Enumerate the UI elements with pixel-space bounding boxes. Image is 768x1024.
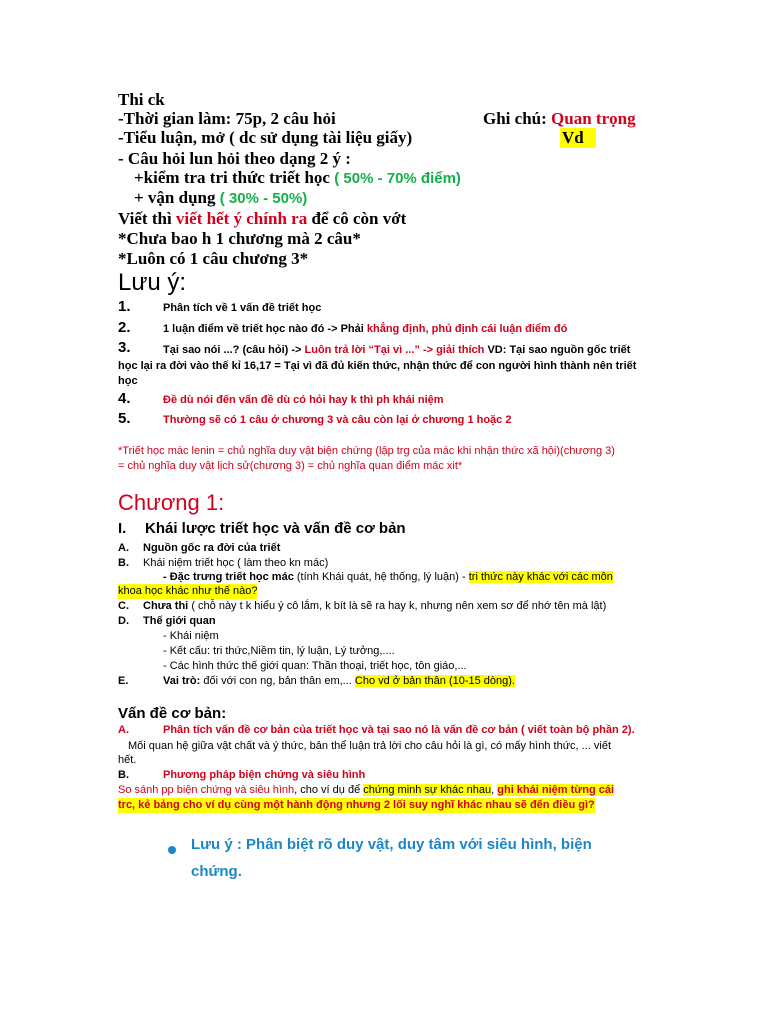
line-thi-ck: Thi ck: [118, 90, 165, 109]
chapter-1-heading: Chương 1:: [118, 490, 225, 515]
va-para2: hết.: [118, 754, 137, 766]
line-write-all: [118, 209, 406, 229]
va-text: Phân tích vấn đề cơ bản của triết học và tại sao nó là vấn đề cơ bản ( viết toàn bộ phần 2).: [163, 724, 635, 736]
line-apply: [134, 188, 307, 209]
item-2-text: [163, 322, 567, 337]
d-label: D.: [118, 615, 129, 627]
compare-c: chứng minh sự khác nhau: [363, 784, 492, 796]
d-sub3: - Các hình thức thế giới quan: Thần thoại, triết học, tôn giáo,...: [163, 660, 467, 672]
note-vd: Vd: [560, 128, 596, 148]
c-text: [143, 599, 606, 614]
note-label: [483, 109, 636, 129]
va-para1: Mối quan hệ giữa vật chất và ý thức, bản thể luận trả lời cho câu hỏi là gì, có mấy hình thức, ... viết: [128, 740, 612, 752]
e-label: E.: [118, 675, 129, 687]
d-text: Thế giới quan: [143, 615, 216, 627]
note-marxism-1: *Triết học mác lenin = chủ nghĩa duy vật biện chứng (lập trg của mác khi nhận thức xã hội)(chương 3): [118, 445, 615, 457]
item-3-c: VD: Tại sao nguồn gốc triết: [487, 344, 631, 356]
e-c: Cho vd ở bản thân (10-15 dòng).: [354, 675, 515, 687]
item-4-number: 4.: [118, 390, 131, 407]
item-3-a: Tại sao nói ...? (câu hỏi) ->: [163, 344, 302, 356]
b-sub-line1: [163, 570, 613, 585]
note-label-text: Ghi chú:: [483, 109, 547, 128]
b-text: Khái niệm triết học ( làm theo kn mác): [143, 557, 329, 569]
item-3-b: Luôn trả lời “Tại vì ...” -> giải thích: [304, 344, 485, 356]
line-write-b: viết hết ý chính ra: [175, 209, 308, 228]
c-label: C.: [118, 600, 129, 612]
section-1-number: I.: [118, 520, 127, 537]
compare-a: So sánh pp biện chứng và siêu hình: [118, 784, 295, 796]
line-write-c: để cô còn vớt: [311, 209, 407, 228]
b-sub-b: (tính Khái quát, hệ thống, lý luận) -: [296, 571, 466, 583]
compare-b: , cho ví dụ để: [294, 784, 361, 796]
a-text: Nguồn gốc ra đời của triết: [143, 542, 281, 554]
item-5-text: Thường sẽ có 1 câu ở chương 3 và câu còn lại ở chương 1 hoặc 2: [163, 414, 512, 426]
compare-line1: [118, 783, 614, 798]
vb-text: Phương pháp biện chứng và siêu hình: [163, 769, 366, 781]
line-apply-percent: ( 30% - 50%): [219, 190, 308, 207]
compare-d: ,: [491, 784, 495, 796]
e-b: đối với con ng, bản thân em,...: [203, 675, 352, 687]
note-distinguish-1: Lưu ý : Phân biệt rõ duy vật, duy tâm với siêu hình, biện: [191, 836, 592, 853]
luu-y-heading: Lưu ý:: [118, 269, 187, 296]
item-3-line3: học: [118, 375, 138, 387]
b-sub-c: tri thức này khác với các môn: [468, 571, 613, 583]
line-knowledge-percent: ( 50% - 70% điểm): [334, 170, 461, 187]
item-3-line2: học lại ra đời vào thế kỉ 16,17 = Tại vì đã đủ kiến thức, nhận thức để con người hình thành nên triết: [118, 360, 637, 372]
line-time: -Thời gian làm: 75p, 2 câu hỏi: [118, 109, 336, 128]
line-knowledge: [134, 168, 461, 189]
section-1-title: Khái lược triết học và vấn đề cơ bản: [145, 520, 406, 537]
a-label: A.: [118, 542, 129, 554]
item-5-number: 5.: [118, 410, 131, 427]
c-a: Chưa thi: [143, 600, 189, 612]
e-text: [163, 674, 515, 689]
line-chapter-note: *Chưa bao h 1 chương mà 2 câu*: [118, 229, 361, 248]
item-2-number: 2.: [118, 319, 131, 336]
item-3-number: 3.: [118, 339, 131, 356]
b-sub-a: - Đặc trưng triết học mác: [163, 571, 294, 583]
d-sub1: - Khái niệm: [163, 630, 219, 642]
bullet-dot: [168, 841, 176, 859]
note-distinguish-2: chứng.: [191, 863, 242, 880]
e-a: Vai trò:: [163, 675, 201, 687]
b-label: B.: [118, 557, 129, 569]
item-1-text: Phân tích về 1 vấn đề triết học: [163, 302, 322, 314]
item-3-line1: [163, 343, 630, 358]
compare-line2: trc, kẻ bảng cho ví dụ cùng một hành động nhưng 2 lối suy nghĩ khác nhau sẽ đến điều gì?: [118, 799, 595, 811]
c-b: ( chỗ này t k hiểu ý cô lắm, k bít là sẽ ra hay k, nhưng nên xem sơ để nhớ tên mà lật): [191, 600, 607, 612]
va-label: A.: [118, 724, 129, 736]
line-question-type: - Câu hỏi lun hỏi theo dạng 2 ý :: [118, 149, 351, 168]
item-2-b: khẳng định, phủ định cái luận điểm đó: [366, 323, 568, 335]
basic-issue-heading: Vấn đề cơ bản:: [118, 705, 227, 722]
line-knowledge-text: +kiểm tra tri thức triết học: [134, 168, 330, 187]
item-1-number: 1.: [118, 298, 131, 315]
compare-e: ghi khái niệm từng cái: [497, 784, 615, 796]
note-marxism-2: = chủ nghĩa duy vật lịch sử(chương 3) = chủ nghĩa quan điểm mác xit*: [118, 460, 463, 472]
item-2-a: 1 luận điểm về triết học nào đó -> Phải: [163, 323, 364, 335]
d-sub2: - Kết cấu: tri thức,Niềm tin, lý luận, Lý tưởng,....: [163, 645, 395, 657]
bullet-dot-shape: [168, 846, 176, 854]
note-important: Quan trọng: [551, 109, 636, 128]
vb-label: B.: [118, 769, 129, 781]
item-4-text: Đề dù nói đến vấn đề dù có hỏi hay k thì ph khái niệm: [163, 394, 444, 406]
line-apply-text: + vận dụng: [134, 188, 216, 207]
b-sub-line2: khoa học khác như thế nào?: [118, 585, 258, 597]
line-write-a: Viết thì: [118, 209, 172, 228]
line-essay: -Tiểu luận, mở ( dc sử dụng tài liệu giấy): [118, 128, 413, 147]
line-chapter3-note: *Luôn có 1 câu chương 3*: [118, 249, 309, 268]
